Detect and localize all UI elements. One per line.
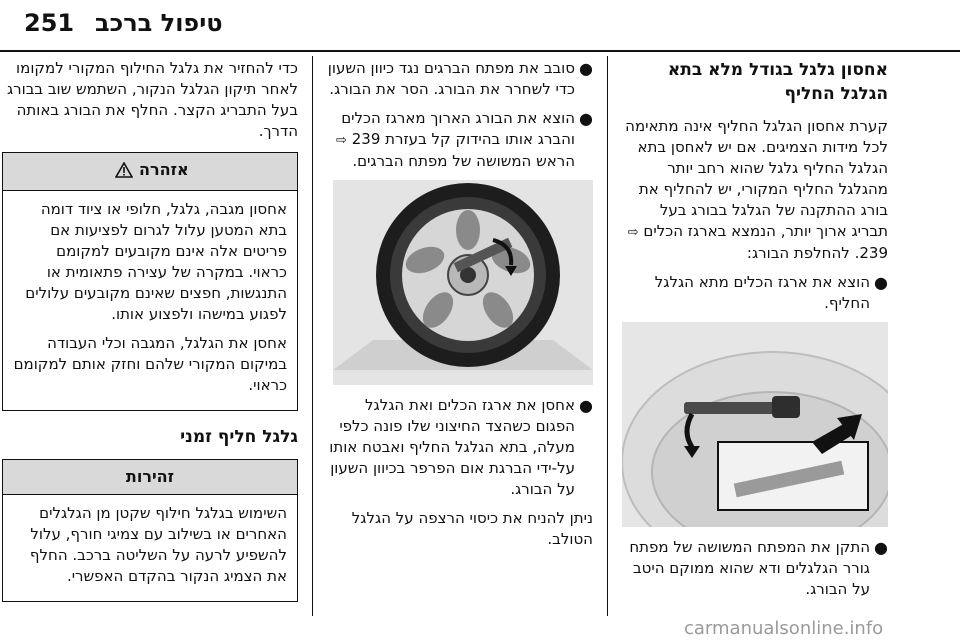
chapter-title: טיפול ברכב — [95, 9, 223, 37]
warning-box — [2, 152, 298, 411]
warning-box-body — [3, 191, 297, 410]
page-number: 251 — [24, 9, 75, 37]
page-reference-icon: ⇨ — [627, 225, 639, 240]
warning-paragraph: אחסן את הגלגל, המגבה וכלי העבודה במיקום המקורי שלהם וחזק אותם למקומם כראוי. — [13, 334, 287, 394]
list-item-text: הוצא את הבורג הארוך מארגז הכלים והברג אותו בהידוק קל בעזרת — [341, 109, 575, 148]
warning-triangle-icon — [115, 162, 133, 184]
body-text: קערת אחסון הגלגל החליף אינה מתאימה לכל מידות הצמיגים. אם יש לאחסן בתא הגלגל החליף גלגל שהוא רחב יותר מהגלגל החליף המקורי, יש להחליף את בורג ההתקנה של הגלגל בבורג בעל תבריג ארוך יותר, הנמצא בארגז הכלים — [625, 117, 888, 240]
warning-box-title — [3, 153, 297, 191]
list-item — [323, 108, 593, 172]
intro-text: כדי להחזיר את גלגל החילוף המקורי למקומו לאחר תיקון הגלגל הנקור, השתמש שוב בבורג בעל התבריג הקצר. החלף את הבורג באותה הדרך. — [6, 59, 298, 140]
section-title: גלגל חליף זמני — [180, 427, 298, 447]
column-middle — [323, 58, 593, 558]
warning-title: אזהרה — [138, 160, 189, 179]
watermark: carmanualsonline.info — [684, 618, 884, 639]
page-reference-icon: ⇨ — [336, 133, 347, 148]
section-title: אחסון גלגל בגודל מלא בתא הגלגל החליף — [667, 60, 888, 104]
body-paragraph: קערת אחסון הגלגל החליף אינה מתאימה לכל מידות הצמיגים. אם יש לאחסן בתא הגלגל החליף גלגל שהוא רחב יותר מהגלגל החליף המקורי, יש להחליף את בורג ההתקנה של הגלגל בבורג בעל תבריג ארוך יותר, הנמצא בארגז הכלים ⇨ 239. להחלפת הבורג: — [625, 117, 888, 262]
note-text: ניתן להניח את כיסוי הרצפה על הגלגל הטולב. — [351, 509, 593, 548]
warning-paragraph: אחסון מגבה, גלגל, חלופי או ציוד דומה בתא המטען עלול לגרום לפציעות אם פריטים אלה אינם מקובעים למקומם כראוי. במקרה של עצירה פתאומית או התנגשות, חפצים שאינם מקובעים עלולים לפגוע במישהו ולפצוע אותו. — [25, 200, 287, 323]
spare-wheel-well-figure — [622, 322, 888, 527]
column-divider — [312, 56, 313, 616]
caution-paragraph: השימוש בגלגל חילוף שקטן מן הגלגלים האחרים או בשילוב עם צמיגי חורף, עלול להשפיע לרעה על השליטה ברכב. החלף את הצמיג הנקור בהקדם האפשרי. — [29, 504, 287, 585]
spare-wheel-well-illustration — [622, 322, 888, 527]
bullet-dot-icon: ● — [579, 396, 593, 415]
bullet-dot-icon: ● — [874, 273, 888, 292]
list-item-text: אחסן את ארגז הכלים ואת הגלגל הפגום כשהצד החיצוני שלו פונה כלפי מעלה, בתא הגלגל החליף ואבטח אותו על-ידי הברגת אום הפרפר בכיוון השעון על הבורג. — [329, 396, 575, 498]
list-item-text: הראש המשושה של מפתח הברגים. — [352, 152, 575, 170]
bullet-dot-icon: ● — [579, 109, 593, 128]
page-reference[interactable]: 239 — [859, 244, 888, 262]
list-item — [620, 537, 888, 600]
list-item — [323, 395, 593, 500]
bullet-dot-icon: ● — [579, 59, 593, 78]
list-item-text: התקן את המפתח המשושה של מפתח גורר הגלגלים ודא שהוא ממוקם היטב על הבורג. — [629, 538, 870, 598]
spare-wheel-illustration — [333, 180, 593, 385]
list-item — [620, 272, 888, 314]
column-left — [2, 58, 298, 616]
caution-box-body — [3, 495, 297, 601]
bullet-dot-icon: ● — [874, 538, 888, 557]
body-text: להחלפת הבורג: — [746, 244, 850, 262]
page-header — [0, 0, 960, 52]
page-reference[interactable]: 239 — [351, 130, 381, 148]
list-item-text: סובב את מפתח הברגים נגד כיוון השעון כדי לשחרר את הבורג. הסר את הבורג. — [327, 59, 575, 98]
spare-wheel-figure — [333, 180, 593, 385]
column-divider — [607, 56, 608, 616]
list-item — [323, 58, 593, 100]
list-item-text: הוצא את ארגז הכלים מתא הגלגל החליף. — [654, 273, 870, 312]
caution-title: זהירות — [3, 460, 297, 495]
caution-box — [2, 459, 298, 602]
column-right — [620, 58, 888, 608]
